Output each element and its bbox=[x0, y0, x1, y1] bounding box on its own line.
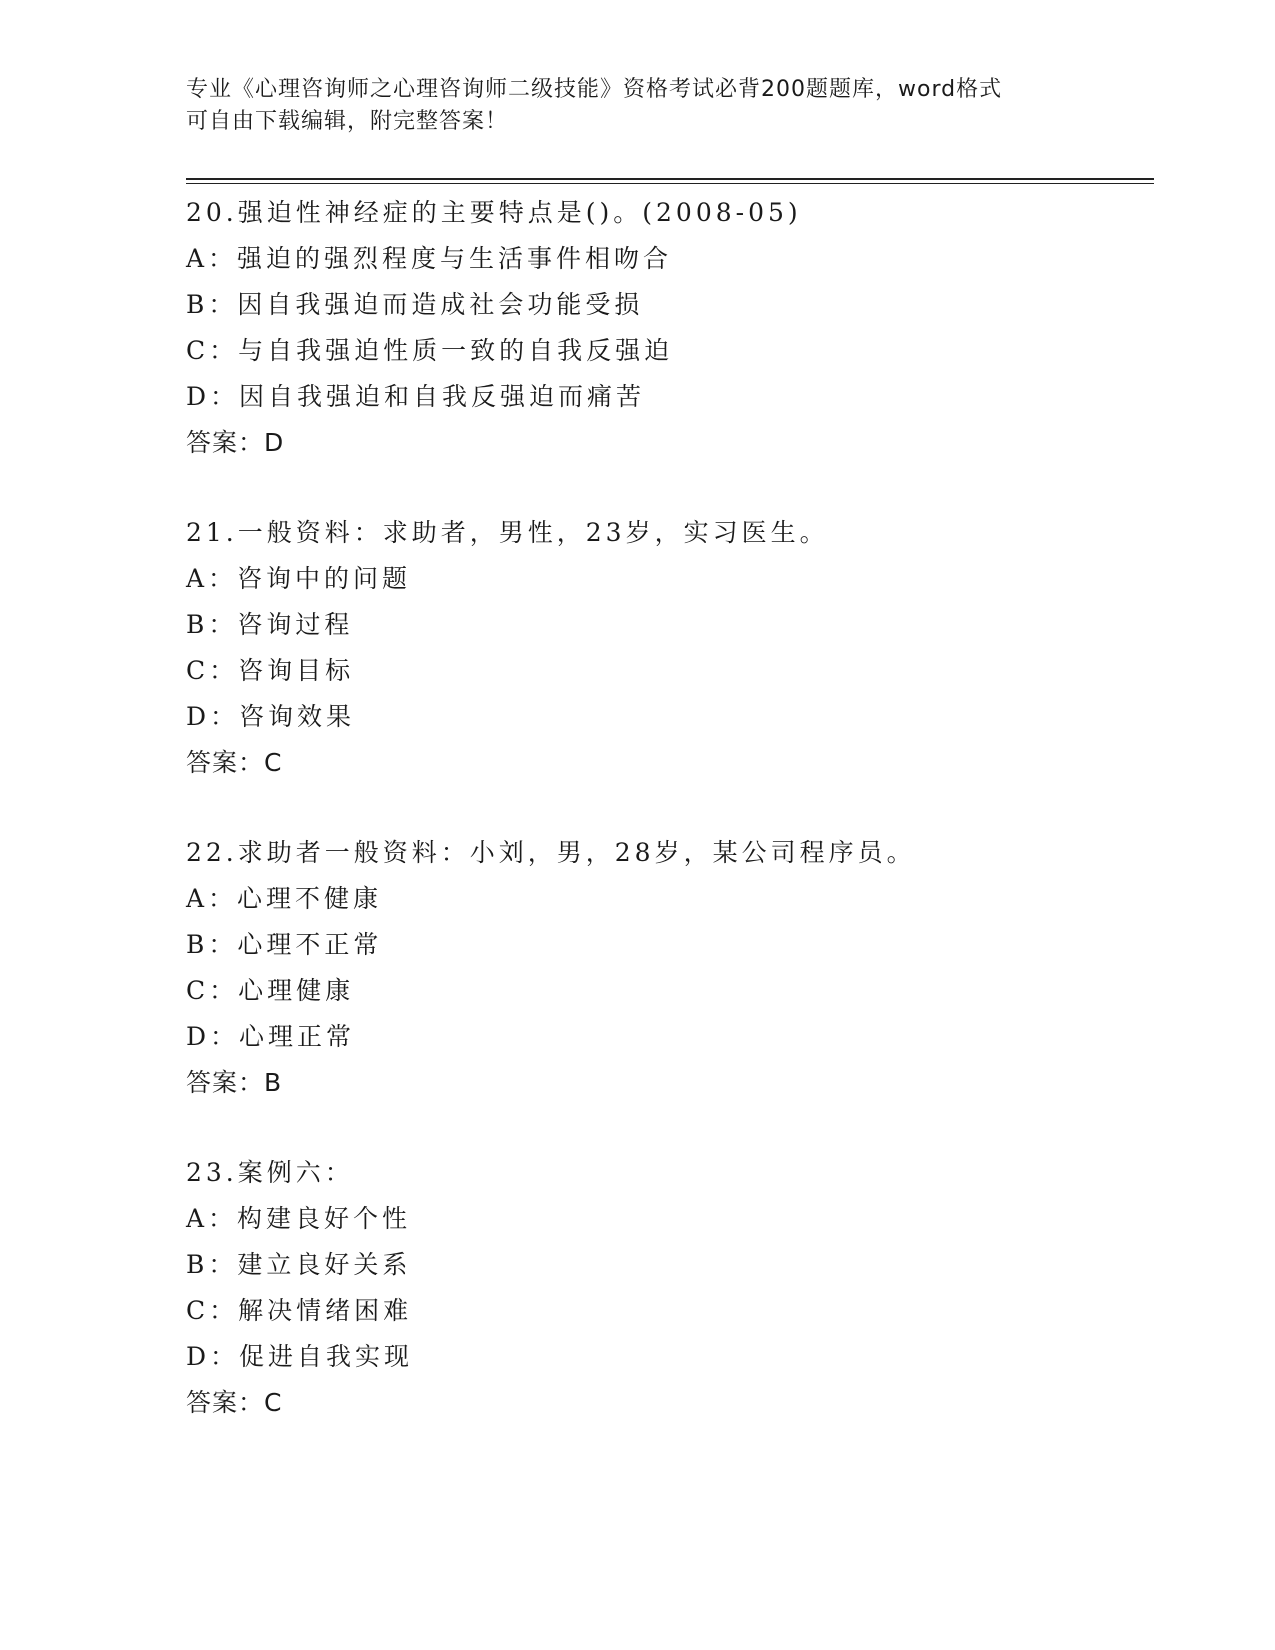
option-a: A：咨询中的问题 bbox=[186, 564, 412, 593]
option-b: B：因自我强迫而造成社会功能受损 bbox=[186, 290, 644, 319]
option-d: D：促进自我实现 bbox=[186, 1342, 414, 1371]
option-a: A：心理不健康 bbox=[186, 884, 383, 913]
question-stem: 21.一般资料：求助者，男性，23岁，实习医生。 bbox=[186, 518, 829, 547]
option-d: D：心理正常 bbox=[186, 1022, 356, 1051]
option-b: B：建立良好关系 bbox=[186, 1250, 412, 1279]
question-stem: 23.案例六： bbox=[186, 1158, 354, 1187]
answer-text: 答案：B bbox=[186, 1068, 283, 1097]
question-20 bbox=[186, 190, 1146, 466]
answer-text: 答案：C bbox=[186, 1388, 283, 1417]
header-divider-thin bbox=[186, 183, 1154, 184]
option-a: A：构建良好个性 bbox=[186, 1204, 412, 1233]
option-c: C：心理健康 bbox=[186, 976, 355, 1005]
header-divider-thick bbox=[186, 178, 1154, 180]
header-title-line-2: 可自由下载编辑，附完整答案！ bbox=[186, 109, 509, 134]
option-d: D：因自我强迫和自我反强迫而痛苦 bbox=[186, 382, 646, 411]
option-c: C：解决情绪困难 bbox=[186, 1296, 413, 1325]
option-d: D：咨询效果 bbox=[186, 702, 356, 731]
option-a: A：强迫的强烈程度与生活事件相吻合 bbox=[186, 244, 673, 273]
answer-text: 答案：D bbox=[186, 428, 285, 457]
answer-text: 答案：C bbox=[186, 748, 283, 777]
option-b: B：咨询过程 bbox=[186, 610, 354, 639]
question-22 bbox=[186, 830, 1146, 1106]
question-21 bbox=[186, 510, 1146, 786]
question-stem: 22.求助者一般资料：小刘，男，28岁，某公司程序员。 bbox=[186, 838, 916, 867]
header-title-line-1: 专业《心理咨询师之心理咨询师二级技能》资格考试必背200题题库，word格式 bbox=[186, 77, 1003, 102]
question-stem: 20.强迫性神经症的主要特点是()。(2008-05) bbox=[186, 198, 802, 227]
document-header bbox=[186, 74, 1086, 138]
question-list bbox=[186, 190, 1146, 1426]
option-b: B：心理不正常 bbox=[186, 930, 383, 959]
option-c: C：咨询目标 bbox=[186, 656, 355, 685]
option-c: C：与自我强迫性质一致的自我反强迫 bbox=[186, 336, 674, 365]
question-23 bbox=[186, 1150, 1146, 1426]
